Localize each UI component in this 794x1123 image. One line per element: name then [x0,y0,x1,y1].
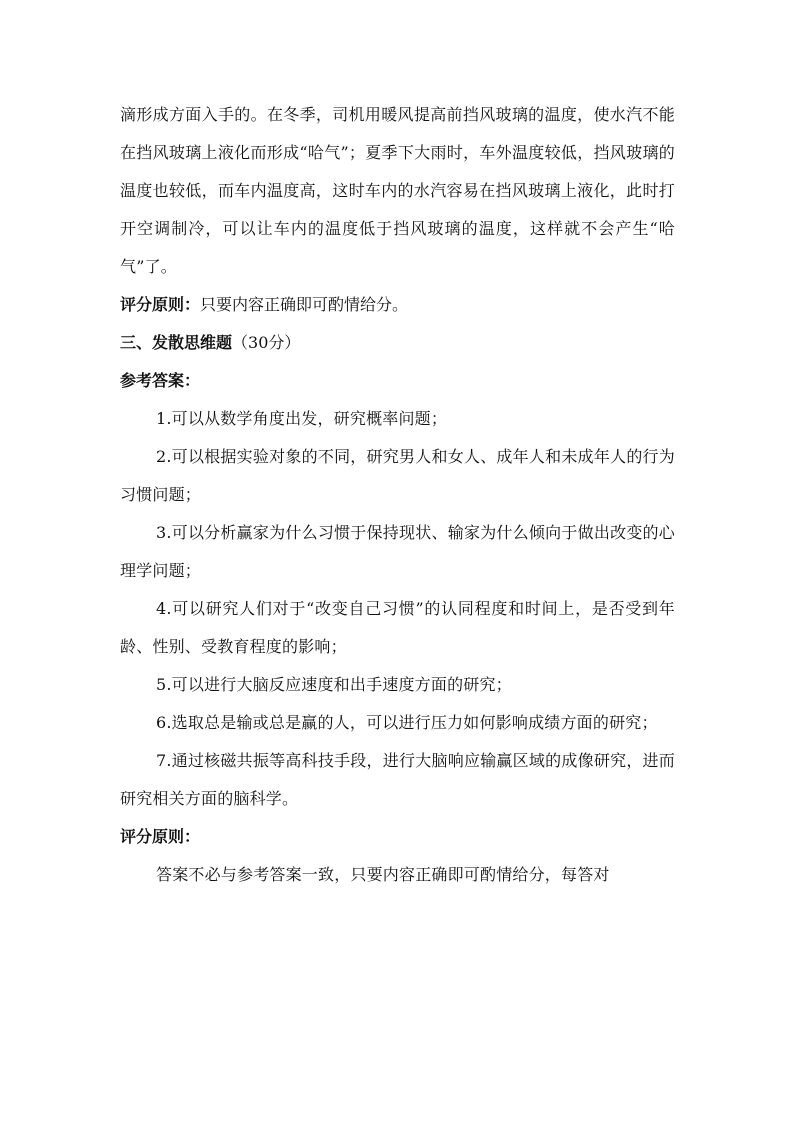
continuation-paragraph: 滴形成方面入手的。在冬季，司机用暖风提高前挡风玻璃的温度，使水汽不能在挡风玻璃上液化而形成“哈气”；夏季下大雨时，车外温度较低，挡风玻璃的温度也较低，而车内温度高，这时车内的水汽容易在挡风玻璃上液化，此时打开空调制冷，可以让车内的温度低于挡风玻璃的温度，这样就不会产生“哈气”了。 [120,105,675,276]
scoring-principle-1 [120,286,675,324]
answer-item-2: 2.可以根据实验对象的不同，研究男人和女人、成年人和未成年人的行为习惯问题； [120,447,675,504]
answer-item-3: 3.可以分析赢家为什么习惯于保持现状、输家为什么倾向于做出改变的心理学问题； [120,523,675,580]
scoring-principle-1-text: 只要内容正确即可酌情给分。 [200,295,409,314]
answer-item-7: 7.通过核磁共振等高科技手段，进行大脑响应输赢区域的成像研究，进而研究相关方面的脑科学。 [120,751,675,808]
answer-item-6: 6.选取总是输或总是赢的人，可以进行压力如何影响成绩方面的研究； [156,713,658,732]
section-three-title: 三、发散思维题 [120,333,233,352]
document-page [120,96,675,894]
section-three-points: （30分） [232,333,301,352]
answer-item-1: 1.可以从数学角度出发，研究概率问题； [156,409,448,428]
reference-answer-label: 参考答案： [120,371,201,390]
answer-item-5: 5.可以进行大脑反应速度和出手速度方面的研究； [156,675,512,694]
scoring-principle-1-label: 评分原则： [120,295,201,314]
section-three-heading [120,324,675,362]
scoring-principle-2-text: 答案不必与参考答案一致，只要内容正确即可酌情给分，每答对 [156,865,610,884]
scoring-principle-2-label: 评分原则： [120,827,201,846]
answer-item-4: 4.可以研究人们对于“改变自己习惯”的认同程度和时间上，是否受到年龄、性别、受教育程度的影响； [120,599,675,656]
